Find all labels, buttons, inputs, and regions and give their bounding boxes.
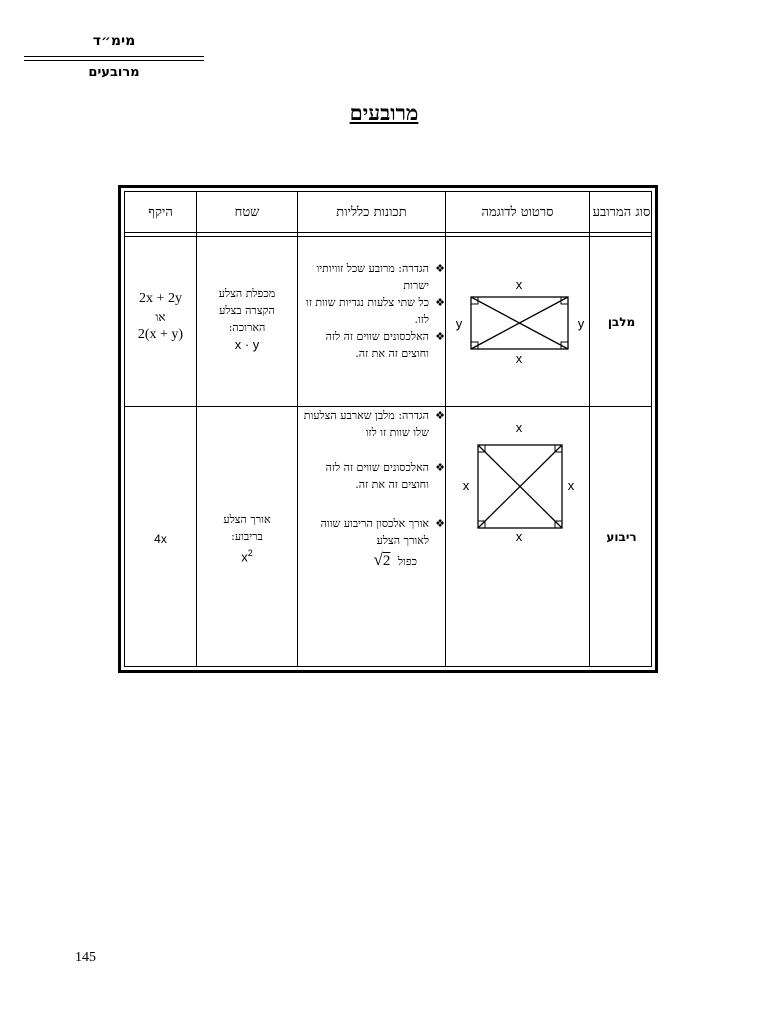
list-item: ❖ כל שתי צלעות נגדיות שוות זו לזו. xyxy=(306,296,445,326)
header-area: שטח xyxy=(234,205,260,220)
square-label-right: x xyxy=(567,478,575,493)
header-properties: תכונות כלליות xyxy=(336,205,407,220)
area-formula: x · y xyxy=(234,337,260,352)
list-item: ❖ האלכסונים שווים זה לזה וחוצים זה את זה. xyxy=(325,461,445,491)
square-label-left: x xyxy=(462,478,470,493)
area-text-line: מכפלת הצלע xyxy=(218,287,276,300)
square-sketch-cell xyxy=(446,407,589,667)
square-label-bottom: x xyxy=(515,529,523,544)
diamond-bullet-icon: ❖ xyxy=(435,262,445,275)
square-properties xyxy=(301,407,445,657)
rect-label-top: x xyxy=(515,277,523,292)
diamond-bullet-icon: ❖ xyxy=(435,296,445,309)
row-type-square: ריבוע xyxy=(606,530,637,544)
rect-label-right: y xyxy=(577,316,585,331)
sqrt-expression: √2 xyxy=(373,550,391,569)
header-perimeter: היקף xyxy=(148,205,173,220)
header-divider-thin xyxy=(24,60,204,61)
square-area xyxy=(197,511,297,571)
perimeter-or: או xyxy=(155,310,166,324)
rect-label-left: y xyxy=(455,316,463,331)
header-divider xyxy=(24,56,204,57)
diamond-bullet-icon: ❖ xyxy=(435,517,445,530)
rectangle-perimeter xyxy=(125,289,196,369)
list-item: ❖ הגדרה: מרובע שכל זוויותיו ישרות xyxy=(316,262,445,292)
rectangle-properties xyxy=(301,260,445,400)
perimeter-formula: 4x xyxy=(154,532,167,546)
quadrilaterals-table xyxy=(118,185,658,673)
header-separator xyxy=(125,232,651,233)
perimeter-formula: 2x + 2y xyxy=(139,291,182,306)
table-inner-frame xyxy=(124,191,652,667)
sqrt-note: כפול √2 xyxy=(373,550,417,569)
row-type-rectangle: מלבן xyxy=(607,314,636,329)
diamond-bullet-icon: ❖ xyxy=(435,461,445,474)
rectangle-area xyxy=(197,285,297,395)
area-text-line: הארוכה: xyxy=(228,321,266,334)
diamond-bullet-icon: ❖ xyxy=(435,409,445,422)
area-text-line: בריבוע: xyxy=(231,530,263,543)
area-text-line: אורך הצלע xyxy=(223,513,271,526)
area-text-line: הקצרה בצלע xyxy=(219,304,275,317)
rectangle-sketch xyxy=(446,237,589,406)
header-type: סוג המרובע xyxy=(592,205,651,220)
column-divider xyxy=(297,192,298,666)
square-sketch xyxy=(446,407,589,557)
header-sketch: סרטוט לדוגמה xyxy=(481,205,554,220)
list-item: ❖ הגדרה: מלבן שארבע הצלעות שלו שוות זו לזו xyxy=(303,409,445,439)
diamond-bullet-icon: ❖ xyxy=(435,330,445,343)
column-divider xyxy=(196,192,197,666)
page-number: 145 xyxy=(75,950,96,965)
area-formula: $x^2$ xyxy=(241,548,253,565)
page-title: מרובעים xyxy=(349,100,419,125)
list-item: ❖ אורך אלכסון הריבוע שווה לאורך הצלע xyxy=(320,517,445,547)
list-item: ❖ האלכסונים שווים זה לזה וחוצים זה את זה. xyxy=(325,330,445,360)
header-brand: מימ״ד xyxy=(92,33,136,49)
header-subject: מרובעים xyxy=(88,65,140,80)
rectangle-sketch-cell xyxy=(446,237,589,406)
rect-label-bottom: x xyxy=(515,351,523,366)
square-label-top: x xyxy=(515,420,523,435)
square-perimeter xyxy=(125,529,196,553)
perimeter-formula-alt: 2(x + y) xyxy=(137,327,184,342)
